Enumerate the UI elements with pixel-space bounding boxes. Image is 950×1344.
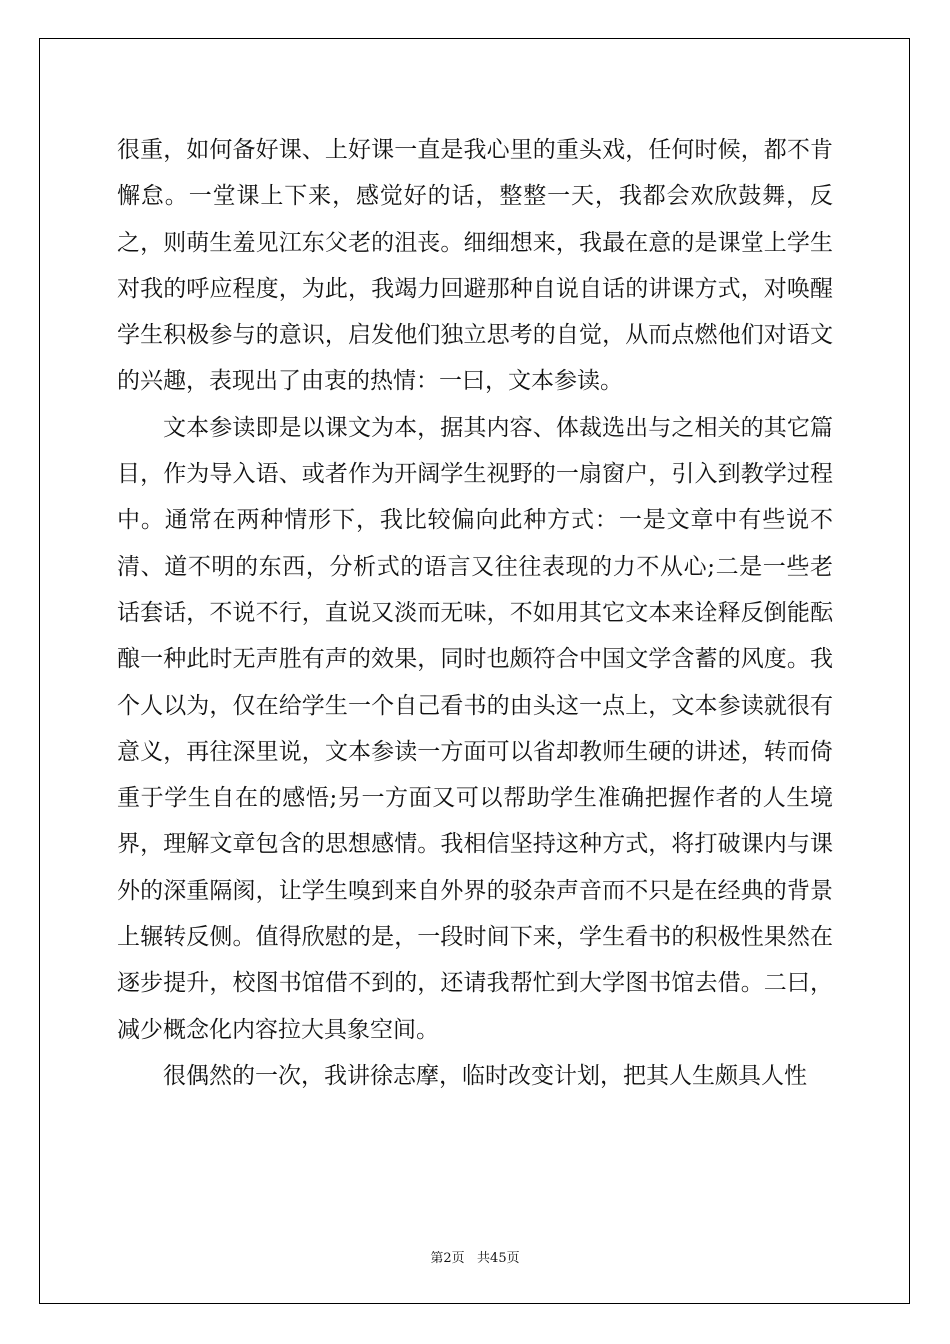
page-footer: 第2页 共45页	[430, 1251, 520, 1266]
paragraph-3: 很偶然的一次，我讲徐志摩，临时改变计划，把其人生颇具人性	[163, 1062, 807, 1089]
paragraph-2: 文本参读即是以课文为本，据其内容、体裁选出与之相关的其它篇目，作为导入语、或者作为开阔学生视野的一扇窗户，引入到教学过程中。通常在两种情形下，我比较偏向此种方式：一是文章中有些说不清、道不明的东西，分析式的语言又往往表现的力不从心;二是一些老话套话，不说不行，直说又淡而无味，不如用其它文本来诠释反倒能酝酿一种此时无声胜有声的效果，同时也颇符合中国文学含蓄的风度。我个人以为，仅在给学生一个自己看书的由头这一点上，文本参读就很有意义，再往深里说，文本参读一方面可以省却教师生硬的讲述，转而倚重于学生自在的感悟;另一方面又可以帮助学生准确把握作者的人生境界，理解文章包含的思想感情。我相信坚持这种方式，将打破课内与课外的深重隔阂，让学生嗅到来自外界的驳杂声音而不只是在经典的背景上辗转反侧。值得欣慰的是，一段时间下来，学生看书的积极性果然在逐步提升，校图书馆借不到的，还请我帮忙到大学图书馆去借。二曰，减少概念化内容拉大具象空间。	[117, 414, 833, 1043]
paragraph-1: 很重，如何备好课、上好课一直是我心里的重头戏，任何时候，都不肯懈怠。一堂课上下来，感觉好的话，整整一天，我都会欢欣鼓舞，反之，则萌生羞见江东父老的沮丧。细细想来，我最在意的是课堂上学生对我的呼应程度，为此，我竭力回避那种自说自话的讲课方式，对唤醒学生积极参与的意识，启发他们独立思考的自觉，从而点燃他们对语文的兴趣，表现出了由衷的热情：一曰，文本参读。	[117, 137, 833, 395]
document-body	[117, 127, 833, 1099]
